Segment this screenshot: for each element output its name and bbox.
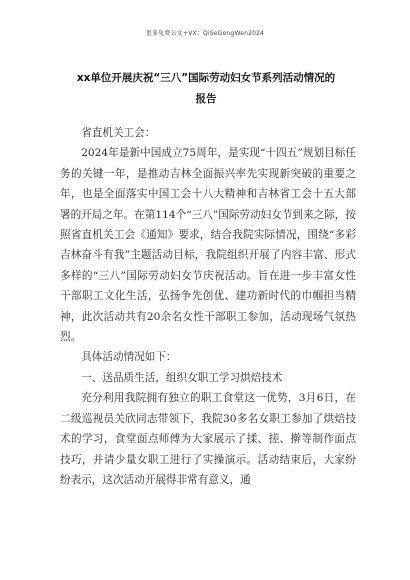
document-title-line-1: xx单位开展庆祝“三八”国际劳动妇女节系列活动情况的 bbox=[76, 72, 336, 84]
paragraph-section-1: 充分利用我院拥有独立的职工食堂这一优势，3月6日，在二级巡视员关欣同志带领下，我院30多名女职工参加了烘焙技术的学习，食堂面点师傅为大家展示了揉、搓、擀等制作面点技巧，并请少量女职工进行了实操演示。活动结束后，大家纷纷表示，这次活动开展得非常有意义，通 bbox=[60, 392, 356, 486]
header-note: 更多免费公文+VX：QiSeGongWen2024 bbox=[145, 30, 265, 37]
document-body bbox=[60, 123, 356, 490]
salutation: 省直机关工会： bbox=[81, 127, 156, 139]
paragraph-intro: 2024年是新中国成立75周年，是实现“十四五”规划目标任务的关键一年，是推动吉林全面振兴率先实现新突破的重要之年，也是全面落实中国工会十八大精神和吉林省工会十五大部署的开局之年。在第114个“三八”国际劳动妇女节到来之际，按照省直机关工会《通知》要求，结合我院实际情况，围绕“多彩吉林奋斗有我”主题活动目标，我院组织开展了内容丰富、形式多样的“三八”国际劳动妇女节庆祝活动。旨在进一步丰富女性干部职工文化生活，弘扬争先创优、建功新时代的巾帼担当精神，此次活动共有20余名女性干部职工参加，活动现场气氛热烈。 bbox=[60, 147, 356, 344]
paragraph-activities-lead: 具体活动情况如下： bbox=[81, 351, 177, 364]
section-heading-1: 一、送品质生活，组织女职工学习烘焙技术 bbox=[81, 371, 283, 384]
document-title-line-2: 报告 bbox=[195, 93, 217, 105]
